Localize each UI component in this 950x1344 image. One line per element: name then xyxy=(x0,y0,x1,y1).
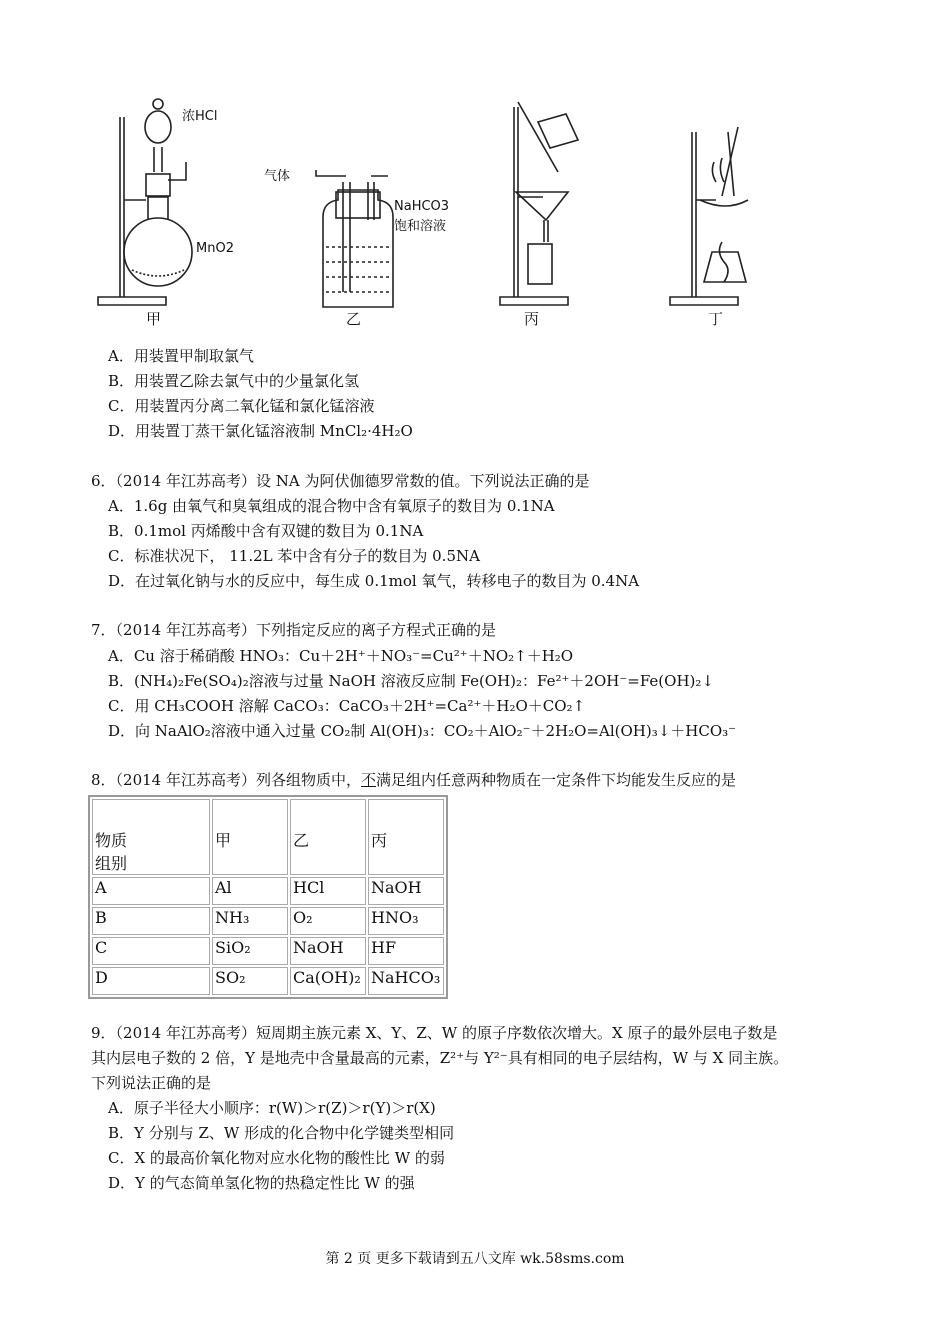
table-cell: SiO₂ xyxy=(212,937,288,965)
table-cell: NaOH xyxy=(368,877,444,905)
header-cell: 甲 xyxy=(212,799,288,875)
q8-stem-post: 满足组内任意两种物质在一定条件下均能发生反应的是 xyxy=(376,771,737,789)
q6-option-a: A．1.6g 由氧气和臭氧组成的混合物中含有氧原子的数目为 0.1NA xyxy=(108,497,555,515)
table-cell: B xyxy=(92,907,210,935)
table-row xyxy=(92,967,444,995)
q5-option-a: A．用装置甲制取氯气 xyxy=(108,347,254,365)
page-footer: 第 2 页 更多下载请到五八文库 wk.58sms.com xyxy=(325,1251,625,1267)
table-cell: NaHCO₃ xyxy=(368,967,444,995)
q6-option-c: C．标准状况下， 11.2L 苯中含有分子的数目为 0.5NA xyxy=(108,547,480,565)
table-cell: Al xyxy=(212,877,288,905)
table-cell: C xyxy=(92,937,210,965)
table-cell: O₂ xyxy=(290,907,366,935)
label-jia: 甲 xyxy=(146,310,162,328)
q9-option-a: A．原子半径大小顺序：r(W)＞r(Z)＞r(Y)＞r(X) xyxy=(108,1099,436,1117)
header-cell: 物质 组别 xyxy=(92,799,210,875)
q8-table xyxy=(88,795,448,999)
q9-stem-line2: 其内层电子数的 2 倍，Y 是地壳中含量最高的元素，Z²⁺与 Y²⁻具有相同的电子层结构，W 与 X 同主族。 xyxy=(91,1049,789,1067)
q9-stem-line3: 下列说法正确的是 xyxy=(91,1074,212,1092)
table-cell: HNO₃ xyxy=(368,907,444,935)
q8-stem xyxy=(91,770,736,790)
table-cell: A xyxy=(92,877,210,905)
apparatus-figure xyxy=(88,92,752,330)
table-cell: NH₃ xyxy=(212,907,288,935)
table-row xyxy=(92,877,444,905)
q6-option-d: D．在过氧化钠与水的反应中，每生成 0.1mol 氧气，转移电子的数目为 0.4NA xyxy=(108,572,640,590)
q5-option-b: B．用装置乙除去氯气中的少量氯化氢 xyxy=(108,372,360,390)
q5-option-c: C．用装置丙分离二氧化锰和氯化锰溶液 xyxy=(108,397,375,415)
label-conc-hcl: 浓HCl xyxy=(182,109,218,124)
q7-stem: 7．（2014 年江苏高考）下列指定反应的离子方程式正确的是 xyxy=(91,621,496,639)
q9-option-d: D．Y 的气态简单氢化物的热稳定性比 W 的强 xyxy=(108,1174,415,1192)
q9-option-b: B．Y 分别与 Z、W 形成的化合物中化学键类型相同 xyxy=(108,1124,455,1142)
label-bing: 丙 xyxy=(524,310,540,328)
label-nahco3: NaHCO3 xyxy=(394,199,450,214)
q7-option-d: D．向 NaAlO₂溶液中通入过量 CO₂制 Al(OH)₃：CO₂＋AlO₂⁻＋2H₂O=Al(OH)₃↓＋HCO₃⁻ xyxy=(108,722,737,740)
table-cell: HF xyxy=(368,937,444,965)
table-cell: HCl xyxy=(290,877,366,905)
q7-option-a: A．Cu 溶于稀硝酸 HNO₃：Cu＋2H⁺＋NO₃⁻=Cu²⁺＋NO₂↑＋H₂O xyxy=(108,647,574,665)
table-header-row xyxy=(92,799,444,875)
q8-stem-pre: 8．（2014 年江苏高考）列各组物质中， xyxy=(91,771,361,789)
table-row xyxy=(92,907,444,935)
q8-stem-underlined: 不 xyxy=(361,771,377,789)
label-ding: 丁 xyxy=(708,310,724,328)
q5-option-d: D．用装置丁蒸干氯化锰溶液制 MnCl₂·4H₂O xyxy=(108,422,413,440)
apparatus-bing xyxy=(500,102,578,305)
table-cell: SO₂ xyxy=(212,967,288,995)
q6-stem: 6．（2014 年江苏高考）设 NA 为阿伏伽德罗常数的值。下列说法正确的是 xyxy=(91,472,590,490)
q9-option-c: C．X 的最高价氧化物对应水化物的酸性比 W 的弱 xyxy=(108,1149,445,1167)
label-yi: 乙 xyxy=(346,310,362,328)
header-cell: 乙 xyxy=(290,799,366,875)
q7-option-b: B．(NH₄)₂Fe(SO₄)₂溶液与过量 NaOH 溶液反应制 Fe(OH)₂：Fe²⁺＋2OH⁻=Fe(OH)₂↓ xyxy=(108,672,714,690)
label-saturated: 饱和溶液 xyxy=(394,219,447,234)
apparatus-yi xyxy=(316,170,393,307)
table-row xyxy=(92,937,444,965)
q7-option-c: C．用 CH₃COOH 溶解 CaCO₃：CaCO₃＋2H⁺=Ca²⁺＋H₂O＋CO₂↑ xyxy=(108,697,586,715)
table-cell: D xyxy=(92,967,210,995)
q9-stem-line1: 9．（2014 年江苏高考）短周期主族元素 X、Y、Z、W 的原子序数依次增大。X 原子的最外层电子数是 xyxy=(91,1024,778,1042)
q6-option-b: B．0.1mol 丙烯酸中含有双键的数目为 0.1NA xyxy=(108,522,424,540)
table-cell: NaOH xyxy=(290,937,366,965)
label-mno2: MnO2 xyxy=(196,241,234,256)
table-cell: Ca(OH)₂ xyxy=(290,967,366,995)
header-cell: 丙 xyxy=(368,799,444,875)
apparatus-ding xyxy=(670,127,748,305)
label-gas: 气体 xyxy=(264,169,291,184)
apparatus-jia xyxy=(98,99,192,305)
